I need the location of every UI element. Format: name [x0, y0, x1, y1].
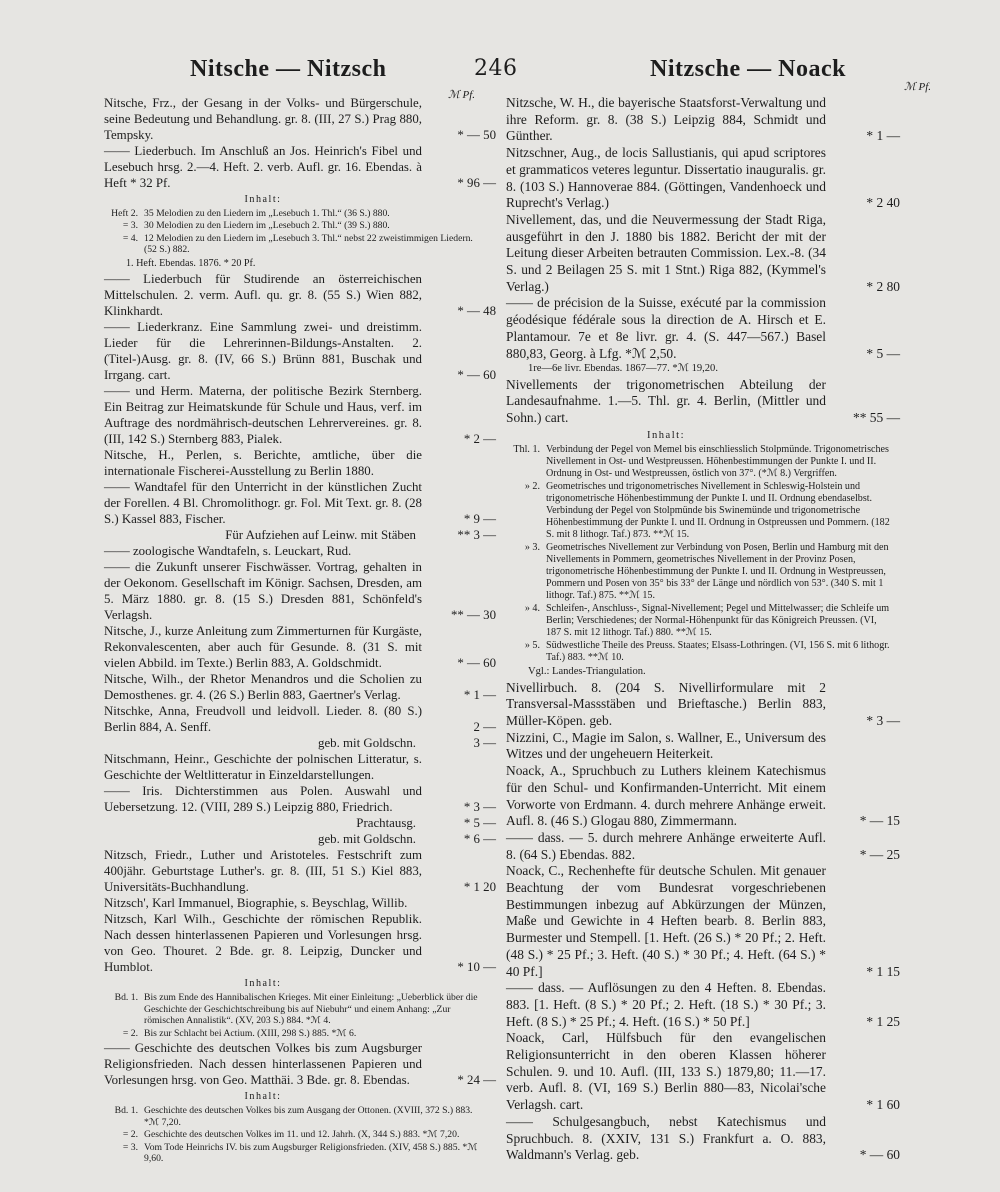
entry-text: Nitzsch, Karl Wilh., Geschichte der römischen Republik. Nach dessen hinterlassenen Papieren und Vorlesungen hrsg. von Geo. Thouret. 2 Bde. gr. 8. Leipzig, Duncker und Humblot.	[104, 912, 422, 975]
entry-text: —— Schulgesangbuch, nebst Katechismus und Spruchbuch. 8. (XXIV, 131 S.) Frankfurt a. O. 883, Waldmann's Verlag. geb.	[506, 1113, 826, 1163]
entry-price: 3 —	[473, 736, 496, 751]
entry-price: * — 60	[457, 367, 496, 382]
contents-line	[506, 603, 900, 639]
bibliography-entry	[506, 830, 900, 863]
entry-text: —— dass. — 5. durch mehrere Anhänge erweiterte Aufl. 8. (64 S.) Ebendas. 882.	[506, 829, 826, 862]
volume-label: Bd. 1.	[114, 992, 138, 1004]
entry-text: Noack, A., Spruchbuch zu Luthers kleinem Katechismus für den Schul- und Konfirmanden-Unterricht. Mit einem Vorworte von Erdmann. 4. durch mehrere Anhänge erweit. Aufl. 8. (46 S.) Glogau 880, Zimmermann.	[506, 763, 826, 829]
entry-price: * 1 —	[866, 128, 900, 144]
bibliography-entry	[104, 895, 496, 911]
bibliography-entry	[104, 815, 496, 831]
volume-description: Geometrisches und trigonometrisches Nivellement in Schleswig-Holstein und trigonometrische Höhenbestimmung der Punkte I. und II. Ordnung ebendaselbst. Verbindung der Pegel von Stolpmünde bis Swinemünde und trigonometrische Höhenbestimmung der Punkte I. und II. Ordnung in Ostpreussen und Pommern. (182 S. mit 8 lithogr. Taf.) 873. **ℳ 15.	[546, 481, 890, 541]
page-number: 246	[474, 56, 518, 81]
volume-description: Geometrisches Nivellement zur Verbindung von Posen, Berlin und Hamburg mit den Nivellements in Pommern, geometrisches Nivellement in der Provinz Posen, trigonometrische Höhenbestimmung der Punkte I. und II. Ordnung in Westpreussen, Pommern und Posen von 35° bis 33° der Länge und nördlich von 53°. (340 S. mit 1 lithogr. Taf.) 875. **ℳ 15.	[546, 542, 889, 602]
entry-price: * — 50	[457, 128, 496, 143]
bibliography-entry	[104, 559, 496, 623]
entry-price: * 24 —	[457, 1073, 496, 1088]
entry-text: Nitschke, Anna, Freudvoll und leidvoll. Lieder. 8. (80 S.) Berlin 884, A. Senff.	[104, 704, 422, 735]
volume-description: Südwestliche Theile des Preuss. Staates; Elsass-Lothringen. (VI, 156 S. mit 6 lithogr. Taf.) 883. **ℳ 10.	[546, 640, 890, 664]
entry-price: * 1 25	[866, 1013, 900, 1029]
contents-heading: Inhalt:	[244, 1091, 282, 1103]
bibliography-entry	[506, 763, 900, 830]
entry-price: * 6 —	[463, 832, 496, 847]
entry-text: Nitzsch', Karl Immanuel, Biographie, s. Beyschlag, Willib.	[104, 896, 408, 911]
entry-price: * 2 80	[866, 278, 900, 294]
bibliography-entry	[104, 783, 496, 815]
entry-text: —— Liederkranz. Eine Sammlung zwei- und dreistimm. Lieder für die Lehrerinnen-Bildungs-Anstalten. 2. (Titel-)Ausg. gr. 8. (IV, 66 S.) Brünn 881, Buschak und Irrgang. cart.	[104, 319, 422, 382]
entry-price: * — 60	[457, 656, 496, 671]
bibliography-entry	[104, 831, 496, 847]
entry-text: —— zoologische Wandtafeln, s. Leuckart, Rud.	[104, 543, 352, 558]
volume-label: » 3.	[524, 542, 540, 554]
running-head-right: Nitzsche — Noack	[650, 56, 846, 82]
contents-block	[506, 429, 900, 664]
bibliography-entry	[104, 847, 496, 895]
entry-text: —— Geschichte des deutschen Volkes bis zum Augsburger Religionsfrieden. Nach dessen hinterlassenen Papieren und Vorlesungen hrsg. von Geo. Matthäi. 3 Bde. gr. 8. Ebendas.	[104, 1041, 422, 1088]
entry-price: * 10 —	[457, 960, 496, 975]
volume-label: » 5.	[524, 640, 540, 652]
contents-line	[506, 481, 900, 541]
volume-label: Thl. 1.	[513, 444, 540, 456]
volume-label: = 2.	[122, 1027, 138, 1039]
volume-description: Geschichte des deutschen Volkes im 11. und 12. Jahrh. (X, 344 S.) 883. *ℳ 7,20.	[144, 1129, 460, 1141]
contents-line	[506, 640, 900, 664]
entry-text: Nizzini, C., Magie im Salon, s. Wallner, E., Universum des Witzes und der ungeheuern Heiterkeit.	[506, 729, 826, 762]
entry-price: * 5 —	[463, 816, 496, 831]
volume-description: Bis zur Schlacht bei Actium. (XIII, 298 S.) 885. *ℳ 6.	[144, 1027, 357, 1039]
money-column-header-right: ℳ Pf.	[904, 81, 932, 93]
bibliography-entry	[506, 377, 900, 427]
bibliography-entry	[104, 623, 496, 671]
contents-heading: Inhalt:	[244, 978, 282, 990]
bibliography-entry	[104, 527, 496, 543]
bibliography-entry	[104, 95, 496, 143]
volume-label: » 4.	[524, 603, 540, 615]
bibliography-entry	[104, 319, 496, 383]
bibliography-entry	[104, 479, 496, 527]
entry-price: * 3 —	[463, 800, 496, 815]
note-line: 1re—6e livr. Ebendas. 1867—77. *ℳ 19,20.	[528, 363, 718, 375]
entry-text: —— Liederbuch. Im Anschluß an Jos. Heinrich's Fibel und Lesebuch hrsg. 2.—4. Heft. 2. verb. Aufl. gr. 16. Ebendas. à Heft * 32 Pf.	[104, 144, 422, 191]
entry-text: —— Liederbuch für Studirende an österreichischen Mittelschulen. 2. verm. Aufl. qu. gr. 8. (55 S.) Wien 882, Klinkhardt.	[104, 271, 422, 318]
bibliography-entry	[506, 863, 900, 980]
entry-text: Nivellirbuch. 8. (204 S. Nivellirformulare mit 2 Transversal-Massstäben und Brieftasche.) Berlin 883, Müller-Köpen. geb.	[506, 679, 826, 728]
entry-price: * 1 15	[866, 963, 900, 979]
contents-line	[506, 542, 900, 602]
entry-price: * 2 40	[866, 195, 900, 211]
volume-label: Heft 2.	[111, 207, 138, 219]
entry-text: Noack, C., Rechenhefte für deutsche Schulen. Mit genauer Beachtung der vom Bundesrat vorgeschriebenen Bestimmungen inbezug auf Abkürzungen der Münzen, Maße und Gewichte in 4 Heften bearb. 8. Berlin 883, Burmester und Stempell. [1. Heft. (26 S.) * 20 Pf.; 2. Heft. (48 S.) * 25 Pf.; 3. Heft. (40 S.) * 30 Pf.; 4. Heft. (64 S.) * 40 Pf.]	[506, 863, 826, 979]
right-column	[506, 95, 900, 1164]
contents-line	[104, 1105, 496, 1128]
volume-description: Geschichte des deutschen Volkes bis zum Ausgang der Ottonen. (XVIII, 372 S.) 883. *ℳ 7,20.	[144, 1105, 473, 1128]
entry-price: * 5 —	[866, 345, 900, 361]
entry-price: * 9 —	[463, 511, 496, 526]
entry-price: ** — 30	[450, 608, 496, 623]
entry-price: 2 —	[473, 720, 496, 735]
bibliography-entry	[104, 751, 496, 783]
entry-text: Nitzsche, W. H., die bayerische Staatsforst-Verwaltung und ihre Reform. gr. 8. (38 S.) Leipzig 884, Schmidt und Günther.	[506, 95, 826, 144]
entry-text: Nitsche, J., kurze Anleitung zum Zimmerturnen für Kurgäste, Rekonvalescenten, aber auch für Gesunde. 8. (31 S. mit vielen Abbild. im Texte.) Berlin 883, A. Goldschmidt.	[104, 624, 422, 671]
note-line: Vgl.: Landes-Triangulation.	[528, 666, 646, 678]
contents-line	[104, 208, 496, 220]
bibliography-entry	[506, 980, 900, 1030]
bibliography-entry	[104, 383, 496, 447]
entry-text: Nitsche, H., Perlen, s. Berichte, amtliche, über die internationale Fischerei-Ausstellung zu Berlin 1880.	[104, 447, 422, 478]
bibliography-entry	[506, 1114, 900, 1164]
volume-label: = 2.	[122, 1129, 138, 1141]
entry-price: * 1 —	[463, 688, 496, 703]
contents-block	[104, 977, 496, 1039]
contents-line	[104, 1142, 496, 1165]
bibliography-entry	[104, 671, 496, 703]
bibliography-entry	[104, 735, 496, 751]
running-head-left: Nitsche — Nitzsch	[190, 56, 387, 82]
entry-price: * — 60	[859, 1147, 900, 1163]
bibliography-entry	[104, 143, 496, 191]
entry-price: ** 55 —	[852, 410, 900, 426]
bibliography-entry	[104, 703, 496, 735]
volume-description: 12 Melodien zu den Liedern im „Lesebuch 3. Thl.“ nebst 22 zweistimmigen Liedern. (52 S.) 882.	[144, 232, 473, 256]
entry-text: Nitsche, Frz., der Gesang in der Volks- und Bürgerschule, seine Bedeutung und Behandlung. gr. 8. (III, 27 S.) Prag 880, Tempsky.	[104, 96, 422, 143]
entry-text: —— Wandtafel für den Unterricht in der künstlichen Zucht der Forellen. 4 Bl. Chromolithogr. gr. Fol. Mit Text. gr. 8. (28 S.) Kassel 883, Fischer.	[104, 479, 422, 526]
note-line: 1. Heft. Ebendas. 1876. * 20 Pf.	[126, 257, 256, 269]
entry-text: Nivellements der trigonometrischen Abteilung der Landesaufnahme. 1.—5. Thl. gr. 4. Berlin, (Mittler und Sohn.) cart.	[506, 376, 826, 426]
contents-line	[104, 233, 496, 256]
entry-price: * 96 —	[457, 176, 496, 191]
entry-text: —— de précision de la Suisse, exécuté par la commission géodésique fédérale sous la direction de A. Hirsch et E. Plantamour. 7e et 8e livr. gr. 4. (S. 447—567.) Basel 880,83, Georg. à Lfg. *ℳ 2,50.	[506, 295, 826, 361]
bibliography-entry	[506, 212, 900, 296]
volume-label: » 2.	[524, 481, 540, 493]
entry-text: Nitzschner, Aug., de locis Sallustianis, qui apud scriptores et grammaticos veteres leguntur. Dissertatio inauguralis. gr. 8. (103 S.) Hannoverae 884. (Göttingen, Vandenhoeck und Ruprecht's Verlag.)	[506, 145, 826, 211]
contents-line	[506, 444, 900, 480]
contents-heading: Inhalt:	[646, 429, 686, 441]
contents-heading: Inhalt:	[244, 194, 282, 206]
entry-price: * 2 —	[463, 431, 496, 446]
entry-text: Für Aufziehen auf Leinw. mit Stäben	[225, 527, 416, 542]
entry-text: —— Iris. Dichterstimmen aus Polen. Auswahl und Uebersetzung. 12. (VIII, 289 S.) Leipzig 880, Friedrich.	[104, 784, 422, 815]
entry-text: Nitschmann, Heinr., Geschichte der polnischen Litteratur, s. Geschichte der Weltlitteratur in Einzeldarstellungen.	[104, 752, 422, 783]
entry-text: Nivellement, das, und die Neuvermessung der Stadt Riga, ausgeführt in den J. 1880 bis 1882. Bericht der mit der Leitung dieser Arbeiten betrauten Commission. Lex.-8. (34 S. und 2 Beilagen 25 S. mit 1 Stnt.) Riga 882, (Kymmel's Verlag.)	[506, 211, 826, 294]
volume-description: Schleifen-, Anschluss-, Signal-Nivellement; Pegel und Mittelwasser; die Schleife um Berlin; Verschiedenes; der Normal-Höhenpunkt für das Königreich Preussen. (VI, 187 S. mit 12 lithogr. Taf.) 880. **ℳ 15.	[546, 603, 890, 639]
bibliography-entry	[506, 95, 900, 145]
volume-description: 30 Melodien zu den Liedern im „Lesebuch 2. Thl.“ (39 S.) 880.	[144, 220, 390, 232]
entry-text: —— die Zukunft unserer Fischwässer. Vortrag, gehalten in der Oekonom. Gesellschaft im Königr. Sachsen, Dresden, am 5. März 1880. gr. 8. (15 S.) Dresden 881, Schönfeld's Verlagsh.	[104, 559, 422, 623]
entry-text: —— dass. — Auflösungen zu den 4 Heften. 8. Ebendas. 883. [1. Heft. (8 S.) * 20 Pf.; 2. Heft. (18 S.) * 30 Pf.; 3. Heft. (8 S.) * 25 Pf.; 4. Heft. (16 S.) * 50 Pf.]	[506, 980, 826, 1029]
contents-line	[104, 1129, 496, 1141]
entry-text: Nitsche, Wilh., der Rhetor Menandros und die Scholien zu Demosthenes. gr. 4. (26 S.) Berlin 883, Gaertner's Verlag.	[104, 672, 422, 703]
entry-text: geb. mit Goldschn.	[318, 832, 416, 847]
bibliography-entry	[506, 1030, 900, 1114]
left-column	[104, 95, 496, 1166]
volume-label: = 3.	[122, 1141, 138, 1153]
bibliography-entry	[506, 145, 900, 212]
entry-price: * 1 20	[463, 880, 496, 895]
entry-price: ** 3 —	[457, 527, 496, 542]
entry-price: * — 48	[457, 303, 496, 318]
bibliography-entry	[506, 730, 900, 763]
entry-price: * 1 60	[866, 1097, 900, 1113]
contents-line	[104, 1028, 496, 1040]
contents-block	[104, 193, 496, 256]
volume-description: Bis zum Ende des Hannibalischen Krieges. Mit einer Einleitung: „Ueberblick über die Geschichte der Geschichtschreibung bis auf Niebuhr“ und einem Anhang: „Zur römischen Annalistik“. (XV, 203 S.) 884. *ℳ 4.	[144, 992, 478, 1027]
volume-description: 35 Melodien zu den Liedern im „Lesebuch 1. Thl.“ (36 S.) 880.	[144, 207, 390, 219]
bibliography-entry	[104, 543, 496, 559]
entry-price: * — 25	[859, 846, 900, 862]
volume-label: = 4.	[122, 232, 138, 244]
entry-text: geb. mit Goldschn.	[318, 736, 416, 751]
volume-label: Bd. 1.	[114, 1105, 138, 1117]
bibliography-entry	[104, 447, 496, 479]
contents-block	[104, 1090, 496, 1164]
bibliography-entry	[104, 1040, 496, 1088]
volume-label: = 3.	[122, 220, 138, 232]
entry-price: * 3 —	[866, 712, 900, 728]
bibliography-entry	[506, 680, 900, 730]
bibliography-entry	[104, 911, 496, 975]
bibliography-entry	[506, 295, 900, 362]
entry-text: Noack, Carl, Hülfsbuch für den evangelischen Religionsunterricht in den oberen Klassen höherer Schulen. 9. und 10. Aufl. (III, 133 S.) 1879,80; 11.—17. verb. Aufl. 8. (VI, 169 S.) Berlin 880—83, Nicolai'sche Verlagsh. cart.	[506, 1030, 826, 1113]
entry-text: Prachtausg.	[356, 816, 416, 831]
volume-description: Vom Tode Heinrichs IV. bis zum Augsburger Religionsfrieden. (XIV, 458 S.) 885. *ℳ 9,60.	[144, 1141, 478, 1165]
volume-description: Verbindung der Pegel von Memel bis einschliesslich Stolpmünde. Trigonometrisches Nivellement in Ost- und Westpreussen. Höhenbestimmungen der Punkte I. und II. Ordnung in Ost- und Westpreussen, östlich von 37°. (*ℳ 8.) Vergriffen.	[546, 444, 889, 480]
contents-line	[104, 992, 496, 1027]
bibliography-entry	[104, 271, 496, 319]
money-column-header-left: ℳ Pf.	[448, 89, 476, 101]
entry-text: Nitzsch, Friedr., Luther und Aristoteles. Festschrift zum 400jähr. Geburtstage Luther's. gr. 8. (III, 51 S.) Kiel 883, Universitäts-Buchhandlung.	[104, 848, 422, 895]
entry-text: —— und Herm. Materna, der politische Bezirk Sternberg. Ein Beitrag zur Heimatskunde für Schule und Haus, verf. im Auftrage des nordmährisch-deutschen Lehrervereines. gr. 8. (III, 142 S.) Sternberg 883, Pialek.	[104, 383, 422, 446]
contents-line	[104, 220, 496, 232]
entry-price: * — 15	[859, 813, 900, 829]
